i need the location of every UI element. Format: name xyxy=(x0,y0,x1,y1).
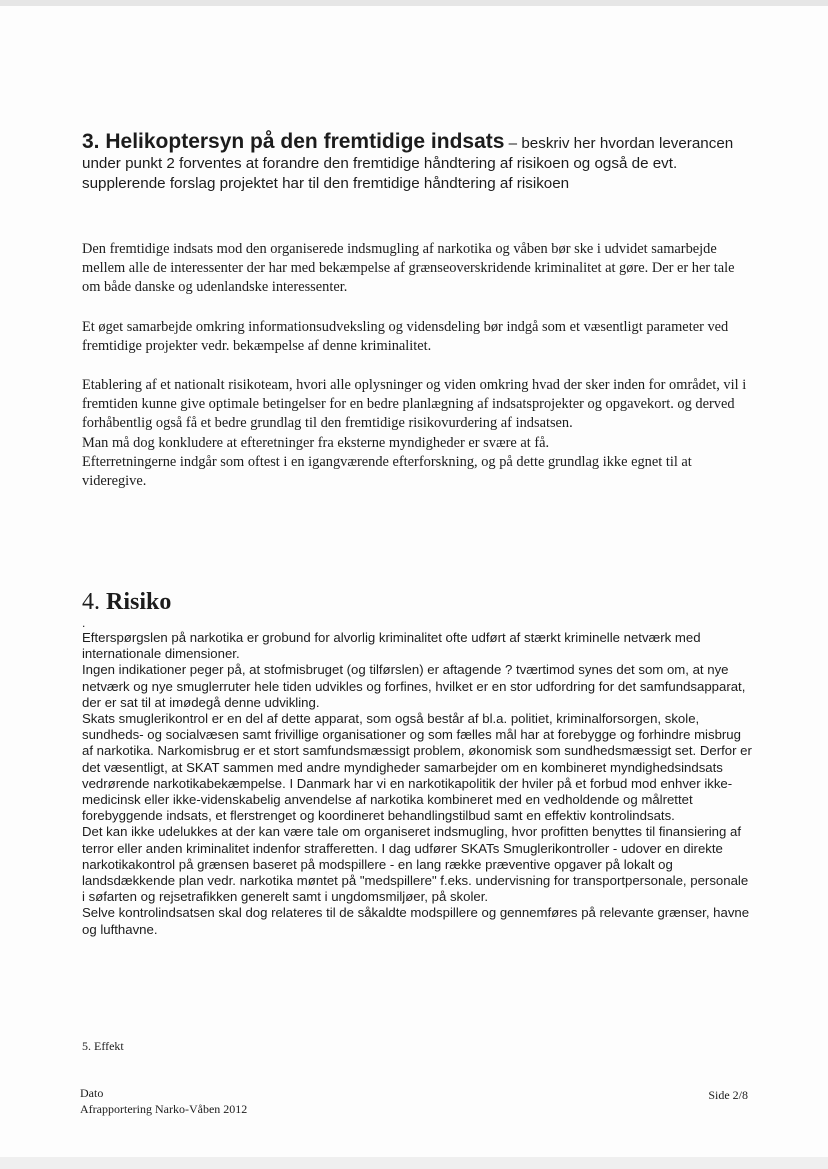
footer-report-title: Afrapportering Narko-Våben 2012 xyxy=(80,1102,248,1116)
section3-heading xyxy=(82,132,762,194)
section3-subtitle: – beskriv her hvordan leverancen under punkt 2 forventes at forandre den fremtidige håndtering af risikoen og også de evt. supplerende forslag projektet har til den fremtidige håndtering af risikoen xyxy=(82,135,734,192)
section3-paragraph-2: Et øget samarbejde omkring informationsudveksling og vidensdeling bør indgå som et væsentligt parameter ved fremtidige projekter vedr. bekæmpelse af denne kriminalitet. xyxy=(82,319,729,355)
section3-paragraph-1: Den fremtidige indsats mod den organiserede indsmugling af narkotika og våben bør ske i udvidet samarbejde mellem alle de interessenter der har med bekæmpelse af grænseoverskridende kriminalitet at gøre. Der er her tale om både danske og udenlandske interessenter. xyxy=(82,241,735,296)
scan-edge-top xyxy=(0,0,828,6)
section3-title: 3. Helikoptersyn på den fremtidige indsats xyxy=(82,130,505,153)
scan-edge-bottom xyxy=(0,1157,828,1169)
next-section-heading: 5. Effekt xyxy=(82,1039,124,1053)
section4-number: 4. xyxy=(82,589,100,615)
section4-body: Efterspørgslen på narkotika er grobund for alvorlig kriminalitet ofte udført af stærkt kriminelle netværk med internationale dimensioner. Ingen indikationer peger på, at stofmisbruget (og tilførslen) er aftagende ? tværtimod synes det som om, at nye netværk og nye smuglerruter hele tiden udvikles og forfines, hvilket er en stor udfordring for det samfundsapparat, der er sat til at imødegå denne udvikling. Skats smuglerikontrol er en del af dette apparat, som også består af bl.a. politiet, kriminalforsorgen, skole, sundheds- og socialvæsen samt frivillige organisationer og som fælles mål har at forebygge og forhindre misbrug af narkotika. Narkomisbrug er et stort samfundsmæssigt problem, økonomisk som sundhedsmæssigt set. Derfor er det væsentligt, at SKAT sammen med andre myndigheder samarbejder om en kombineret myndighedsindsats vedrørende narkotikabekæmpelse. I Danmark har vi en narkotikapolitik der hviler på et forbud mod enhver ikke-medicinsk eller ikke-videnskabelig anvendelse af narkotika kombineret med en vedholdende og målrettet forebyggende indsats, et flerstrenget og koordineret behandlingstilbud samt en effektiv kontrolindsats. Det kan ikke udelukkes at der kan være tale om organiseret indsmugling, hvor profitten benyttes til finansiering af terror eller anden kriminalitet indenfor strafferetten. I dag udfører SKATs Smuglerikontroller - udover en direkte narkotikakontrol på grænsen baseret på modspillere - en lang række præventive opgaver på lokalt og landsdækkende plan vedr. narkotika møntet på "medspillere" f.eks. undervisning for transportpersonale, personale i søfarten og rejsetrafikken generelt samt i ungdomsmiljøer, på skoler. Selve kontrolindsatsen skal dog relateres til de såkaldte modspillere og gennemføres på relevante grænser, havne og lufthavne. xyxy=(82,630,752,937)
footer-date-label: Dato xyxy=(80,1086,104,1100)
section3-paragraph-3: Etablering af et nationalt risikoteam, hvori alle oplysninger og viden omkring hvad der sker inden for området, vil i fremtiden kunne give optimale betingelser for en bedre planlægning af indsatsprojekter og opgavekort. og derved forhåbentlig også få et bedre grundlag til den fremtidige risikovurdering af indsatsen. Man må dog konkludere at efteretninger fra eksterne myndigheder er svære at få. Efterretningerne indgår som oftest i en igangværende efterforskning, og på dette grundlag ikke egnet til at videregive. xyxy=(82,377,747,490)
footer-page-number: Side 2/8 xyxy=(708,1088,748,1102)
section4-heading xyxy=(82,588,171,616)
section4-marker: . xyxy=(82,616,86,630)
section4-title: Risiko xyxy=(106,589,172,615)
